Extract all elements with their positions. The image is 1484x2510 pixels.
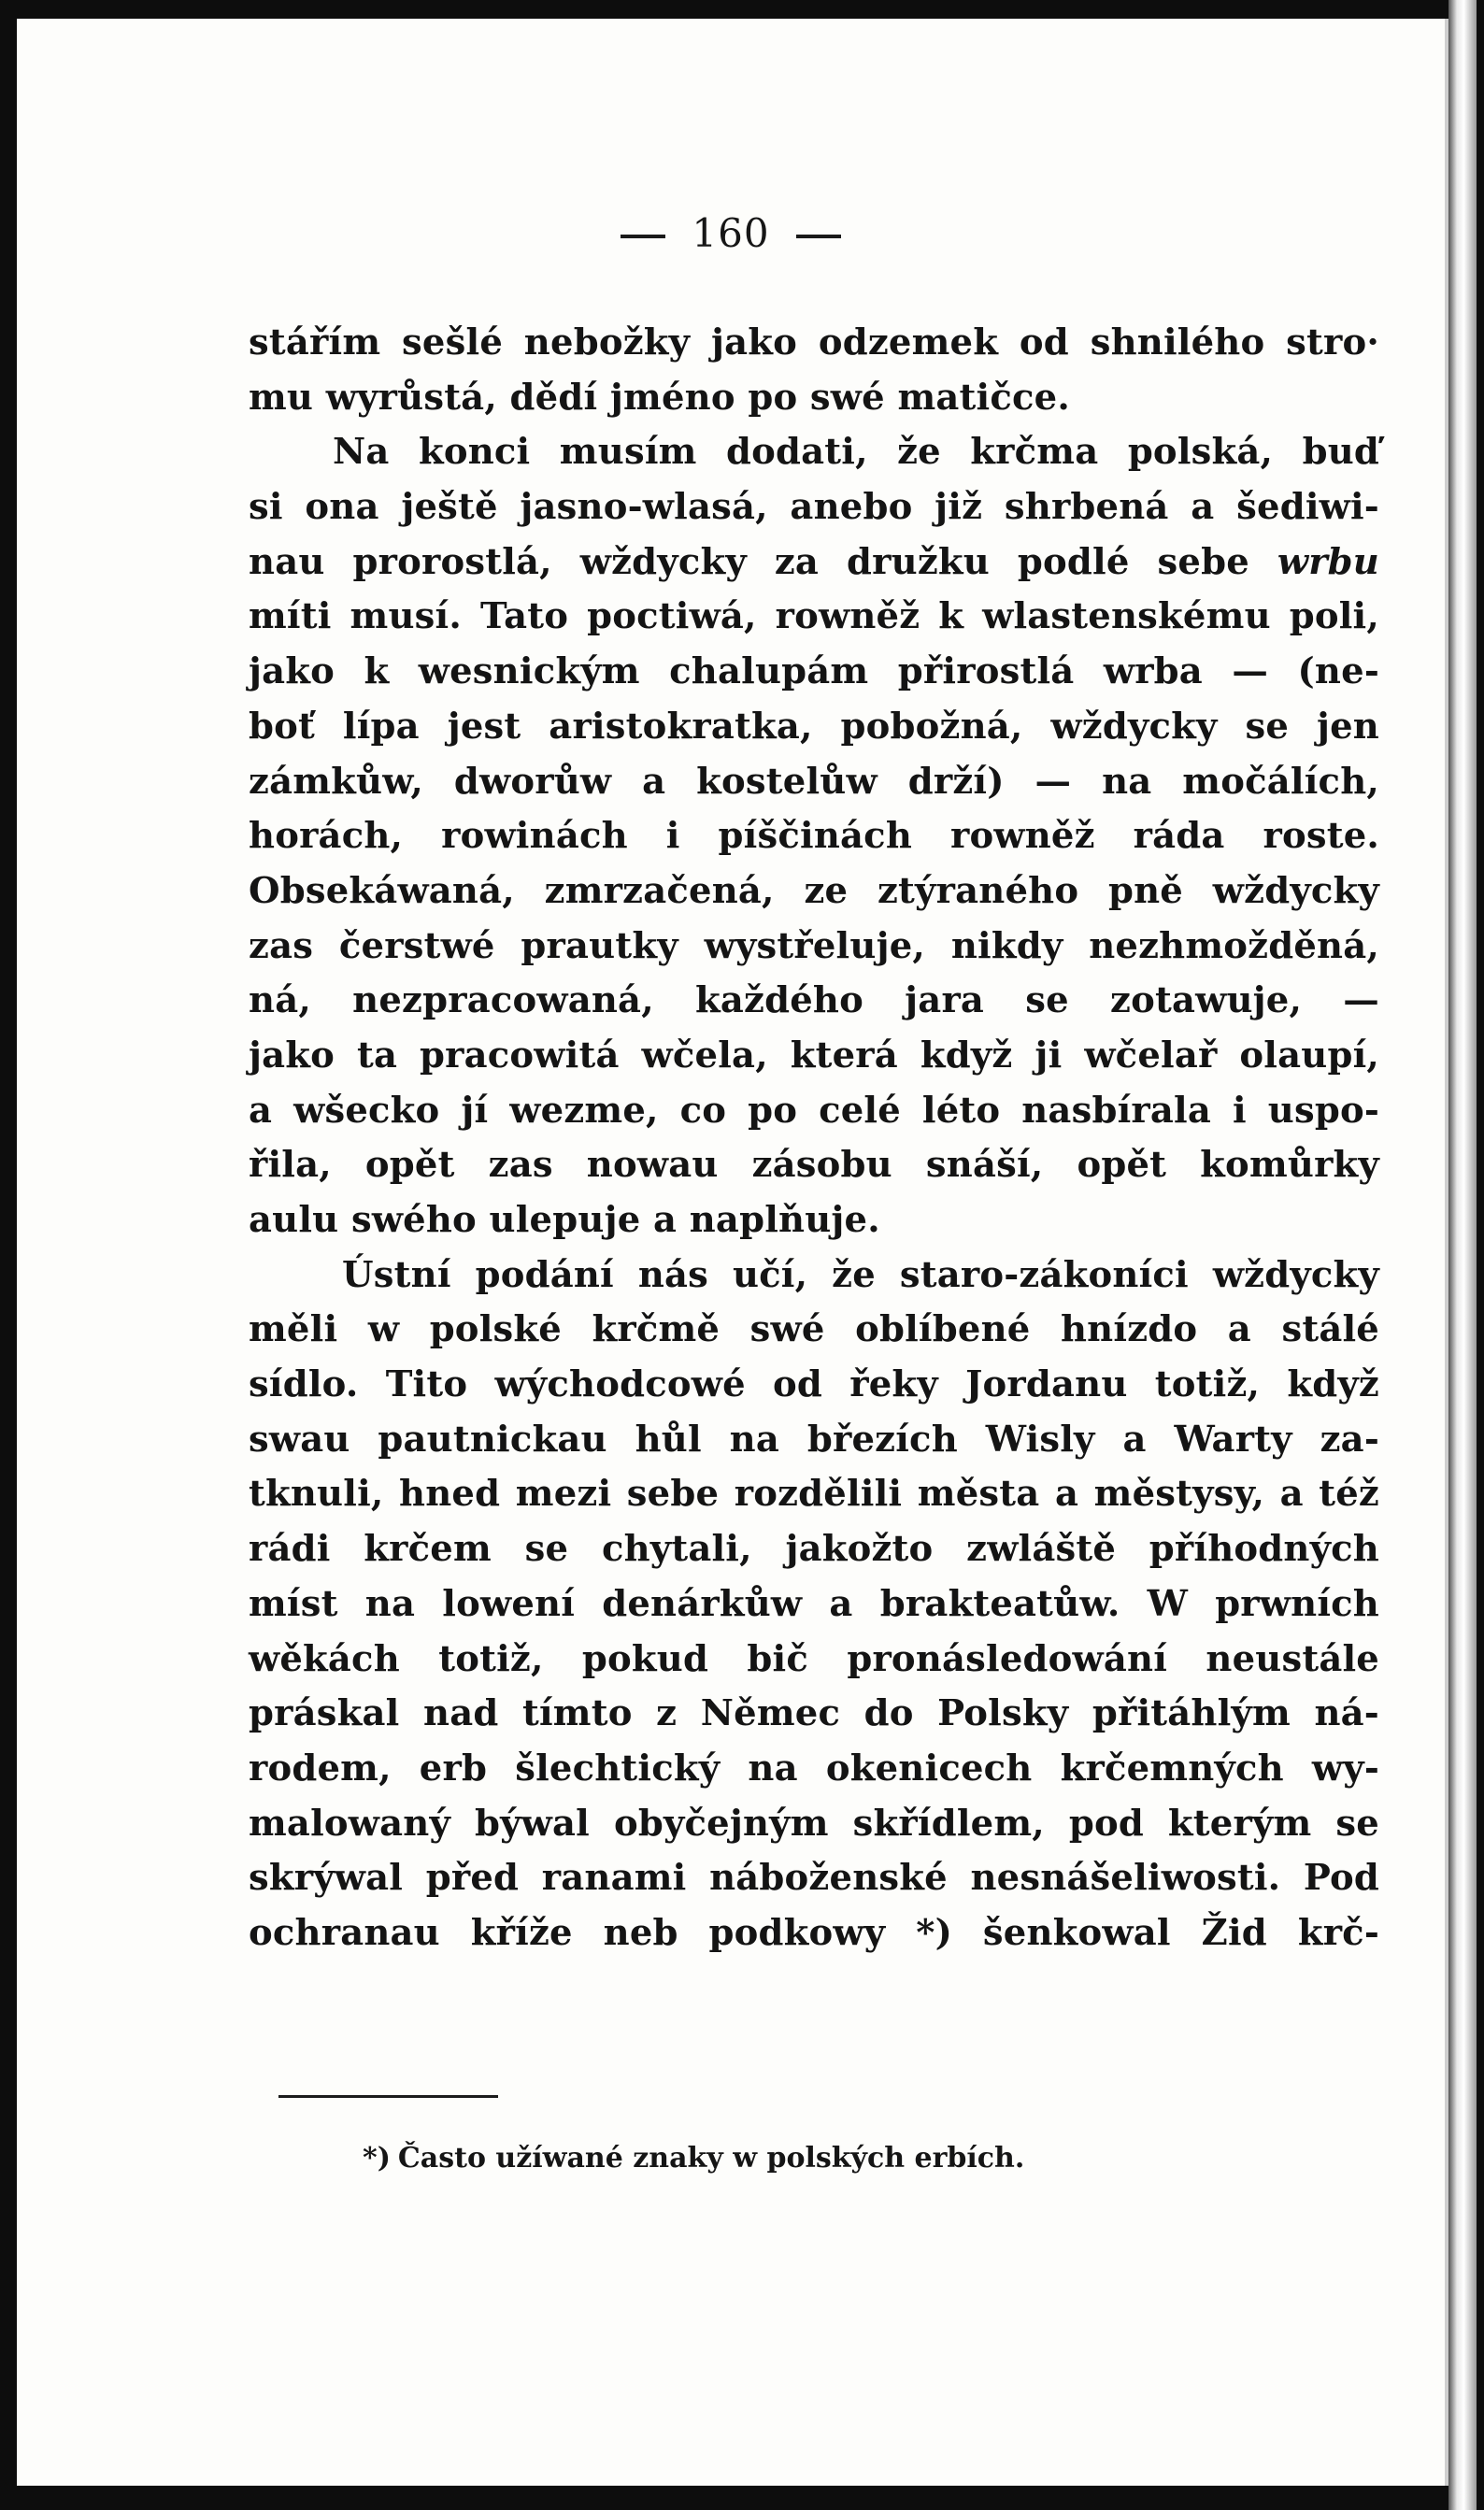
text-line: řila, opět zas nowau zásobu snáší, opět komůrky	[249, 1144, 1379, 1187]
text-line: aulu swého ulepuje a naplňuje.	[249, 1199, 880, 1241]
text-line: míst na lowení denárkůw a brakteatůw. W prwních	[249, 1582, 1379, 1625]
text-line: skrýwal před ranami náboženské nesnášeliwosti. Pod	[249, 1857, 1379, 1900]
text-line: wěkách totiž, pokud bič pronásledowání neustále	[249, 1637, 1379, 1680]
header-dash-left	[621, 235, 665, 238]
text-line: míti musí. Tato poctiwá, rowněž k wlastenskému poli,	[249, 595, 1379, 638]
text-line: sídlo. Tito wýchodcowé od řeky Jordanu totiž, když	[249, 1363, 1379, 1406]
text-line: jako ta pracowitá wčela, která když ji wčelař olaupí,	[249, 1034, 1379, 1077]
footnote-mark: *)	[363, 2142, 391, 2175]
footnote	[363, 2142, 1024, 2175]
text-line: malowaný býwal obyčejným skřídlem, pod kterým se	[249, 1802, 1379, 1845]
text-line: a wšecko jí wezme, co po celé léto nasbírala i uspo-	[249, 1089, 1379, 1132]
text-line: boť lípa jest aristokratka, pobožná, wždycky se jen	[249, 705, 1379, 748]
footnote-text: Často užíwané znaky w polských erbích.	[397, 2142, 1025, 2175]
text-line: měli w polské krčmě swé oblíbené hnízdo a stálé	[249, 1308, 1379, 1351]
text-line: mu wyrůstá, dědí jméno po swé matičce.	[249, 376, 1070, 419]
text-line: práskal nad tímto z Němec do Polsky přitáhlým ná-	[249, 1692, 1379, 1735]
text-line: zas čerstwé prautky wystřeluje, nikdy nezhmožděná,	[249, 924, 1379, 967]
text-line: Ústní podání nás učí, že staro-zákoníci wždycky	[342, 1253, 1379, 1296]
text-line: si ona ještě jasno-wlasá, anebo již shrbená a šediwi-	[249, 486, 1379, 529]
text-line: horách, rowinách i píščinách rowněž ráda roste.	[249, 815, 1379, 858]
text-line: swau pautnickau hůl na březích Wisly a Warty za-	[249, 1418, 1379, 1461]
text-line: ochranau kříže neb podkowy *) šenkowal Žid krč-	[249, 1911, 1379, 1954]
book-page	[17, 19, 1448, 2486]
text-line: stářím sešlé nebožky jako odzemek od shnilého stro·	[249, 321, 1379, 364]
text-line: jako k wesnickým chalupám přirostlá wrba — (ne-	[249, 650, 1379, 693]
footnote-divider	[278, 2095, 498, 2098]
page-header	[17, 210, 1445, 256]
text-line-part: nau prorostlá, wždycky za družku podlé sebe	[249, 540, 1249, 583]
italic-word: wrbu	[1277, 540, 1379, 583]
page-edge	[1448, 0, 1477, 2510]
header-dash-right	[796, 235, 841, 238]
page-number: 160	[692, 210, 770, 256]
text-line: rodem, erb šlechtický na okenicech krčemných wy-	[249, 1747, 1379, 1790]
text-line: zámkůw, dworůw a kostelůw drží) — na močálích,	[249, 760, 1379, 803]
text-line: Na konci musím dodati, že krčma polská, buď	[333, 431, 1379, 474]
text-line-with-italic	[249, 535, 1379, 591]
text-line: ná, nezpracowaná, každého jara se zotawuje, —	[249, 979, 1379, 1022]
text-line: Obsekáwaná, zmrzačená, ze ztýraného pně wždycky	[249, 869, 1379, 912]
text-line: tknuli, hned mezi sebe rozdělili města a městysy, a též	[249, 1473, 1379, 1516]
body-text	[249, 316, 1379, 1961]
text-line: rádi krčem se chytali, jakožto zwláště příhodných	[249, 1528, 1379, 1571]
